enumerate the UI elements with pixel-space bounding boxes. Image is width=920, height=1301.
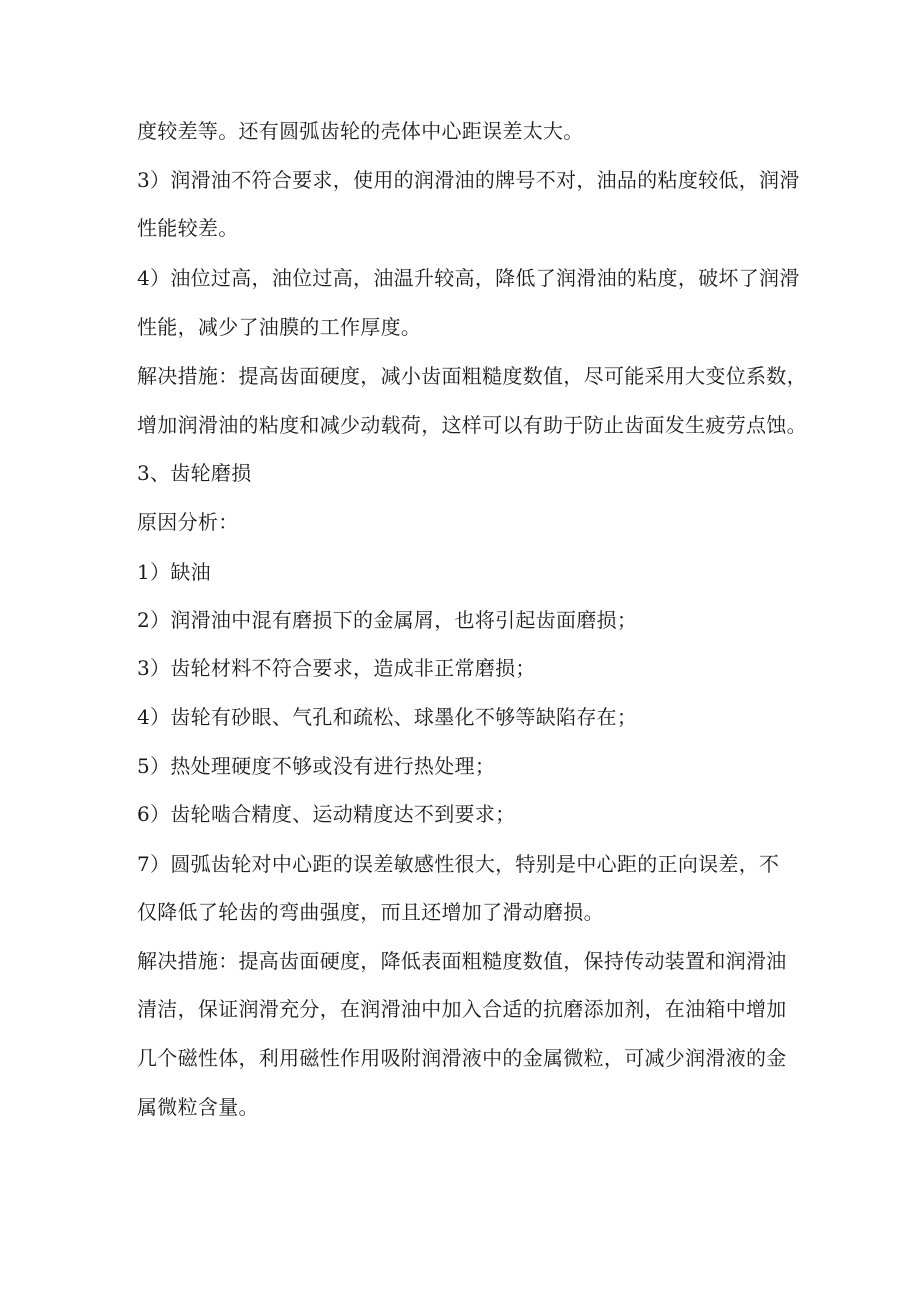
list-item: 3）齿轮材料不符合要求，造成非正常磨损； xyxy=(137,656,536,680)
section-heading: 3、齿轮磨损 xyxy=(137,461,252,485)
list-item: 4）齿轮有砂眼、气孔和疏松、球墨化不够等缺陷存在； xyxy=(137,705,638,729)
text-line: 解决措施：提高齿面硬度，减小齿面粗糙度数值，尽可能采用大变位系数， xyxy=(137,364,807,388)
text-line: 3）润滑油不符合要求，使用的润滑油的牌号不对，油品的粘度较低，润滑 xyxy=(137,168,800,192)
text-line: 解决措施：提高齿面硬度，降低表面粗糙度数值，保持传动装置和润滑油 xyxy=(137,949,787,973)
text-line: 度较差等。还有圆弧齿轮的壳体中心距误差太大。 xyxy=(137,119,584,143)
text-line: 4）油位过高，油位过高，油温升较高，降低了润滑油的粘度，破坏了润滑 xyxy=(137,266,800,290)
text-line: 增加润滑油的粘度和减少动载荷，这样可以有助于防止齿面发生疲劳点蚀。 xyxy=(137,413,807,437)
text-line: 仅降低了轮齿的弯曲强度，而且还增加了滑动磨损。 xyxy=(137,900,604,924)
text-line: 清洁，保证润滑充分，在润滑油中加入合适的抗磨添加剂，在油箱中增加 xyxy=(137,997,787,1021)
list-item: 6）齿轮啮合精度、运动精度达不到要求； xyxy=(137,802,516,826)
text-line: 性能较差。 xyxy=(137,216,239,240)
text-line: 原因分析： xyxy=(137,510,239,534)
list-item: 1）缺油 xyxy=(137,560,211,584)
list-item: 5）热处理硬度不够或没有进行热处理； xyxy=(137,754,496,778)
text-line: 性能，减少了油膜的工作厚度。 xyxy=(137,315,422,339)
list-item: 7）圆弧齿轮对中心距的误差敏感性很大，特别是中心距的正向误差，不 xyxy=(137,852,780,876)
list-item: 2）润滑油中混有磨损下的金属屑，也将引起齿面磨损； xyxy=(137,608,638,632)
text-line: 属微粒含量。 xyxy=(137,1095,259,1119)
text-line: 几个磁性体，利用磁性作用吸附润滑液中的金属微粒，可减少润滑液的金 xyxy=(137,1046,787,1070)
